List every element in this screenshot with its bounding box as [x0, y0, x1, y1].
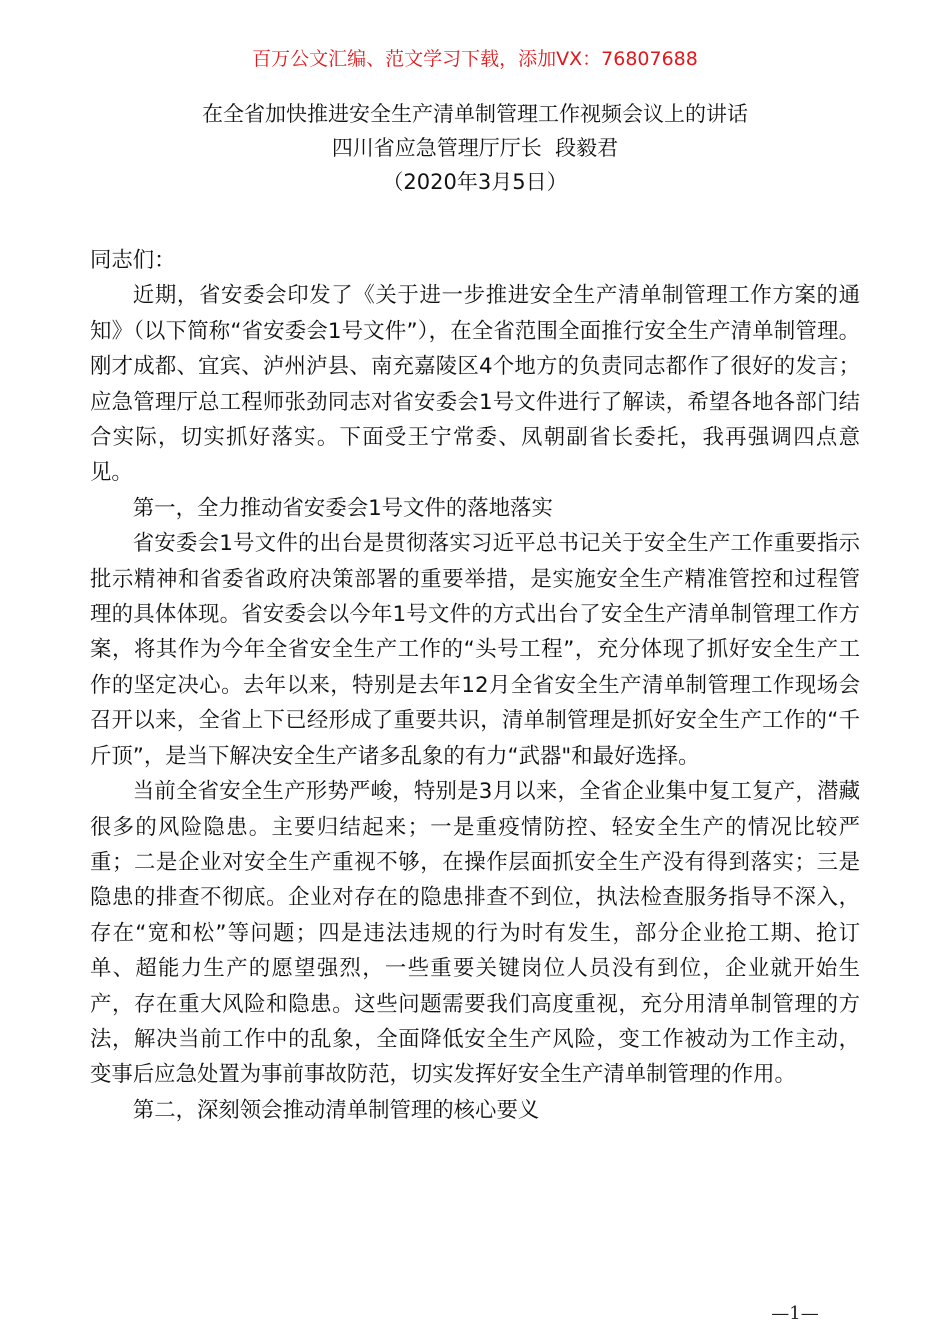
speech-date: （2020年3月5日） [382, 170, 568, 194]
section-heading-2: 第二，深刻领会推动清单制管理的核心要义 [132, 1097, 540, 1123]
promo-banner: 百万公文汇编、范文学习下载，添加VX：76807688 [252, 48, 698, 70]
paragraph-section-1: 省安委会1号文件的出台是贯彻落实习近平总书记关于安全生产工作重要指示批示精神和省委省政府决策部署的重要举措，是实施安全生产精准管控和过程管理的具体体现。省安委会以今年1号文件的方式出台了安全生产清单制管理工作方案，将其作为今年全省安全生产工作的“头号工程”，充分体现了抓好安全生产工作的坚定决心。去年以来，特别是去年12月全省安全生产清单制管理工作现场会召开以来，全省上下已经形成了重要共识，清单制管理是抓好安全生产工作的“千斤顶”，是当下解决安全生产诸多乱象的有力“武器"和最好选择。 [90, 531, 860, 769]
paragraph-situation: 当前全省安全生产形势严峻，特别是3月以来，全省企业集中复工复产，潜藏很多的风险隐患。主要归结起来；一是重疫情防控、轻安全生产的情况比较严重；二是企业对安全生产重视不够，在操作层面抓安全生产没有得到落实；三是隐患的排查不彻底。企业对存在的隐患排查不到位，执法检查服务指导不深入，存在“宽和松”等问题；四是违法违规的行为时有发生，部分企业抢工期、抢订单、超能力生产的愿望强烈，一些重要关键岗位人员没有到位，企业就开始生产，存在重大风险和隐患。这些问题需要我们高度重视，充分用清单制管理的方法，解决当前工作中的乱象，全面降低安全生产风险，变工作被动为工作主动，变事后应急处置为事前事故防范，切实发挥好安全生产清单制管理的作用。 [90, 779, 860, 1088]
page-number: —1— [771, 1303, 819, 1324]
salutation: 同志们： [90, 248, 176, 273]
speech-body [90, 243, 860, 1128]
section-heading-1: 第一，全力推动省安委会1号文件的落地落实 [132, 495, 553, 521]
speaker-line: 四川省应急管理厅厅长 段毅君 [331, 136, 619, 160]
speech-title: 在全省加快推进安全生产清单制管理工作视频会议上的讲话 [202, 102, 748, 126]
title-block [0, 97, 950, 199]
paragraph-intro: 近期，省安委会印发了《关于进一步推进安全生产清单制管理工作方案的通知》（以下简称“省安委会1号文件”），在全省范围全面推行安全生产清单制管理。刚才成都、宜宾、泸州泸县、南充嘉陵区4个地方的负责同志都作了很好的发言；应急管理厅总工程师张劲同志对省安委会1号文件进行了解读，希望各地各部门结合实际，切实抓好落实。下面受王宁常委、凤朝副省长委托，我再强调四点意见。 [90, 283, 860, 486]
